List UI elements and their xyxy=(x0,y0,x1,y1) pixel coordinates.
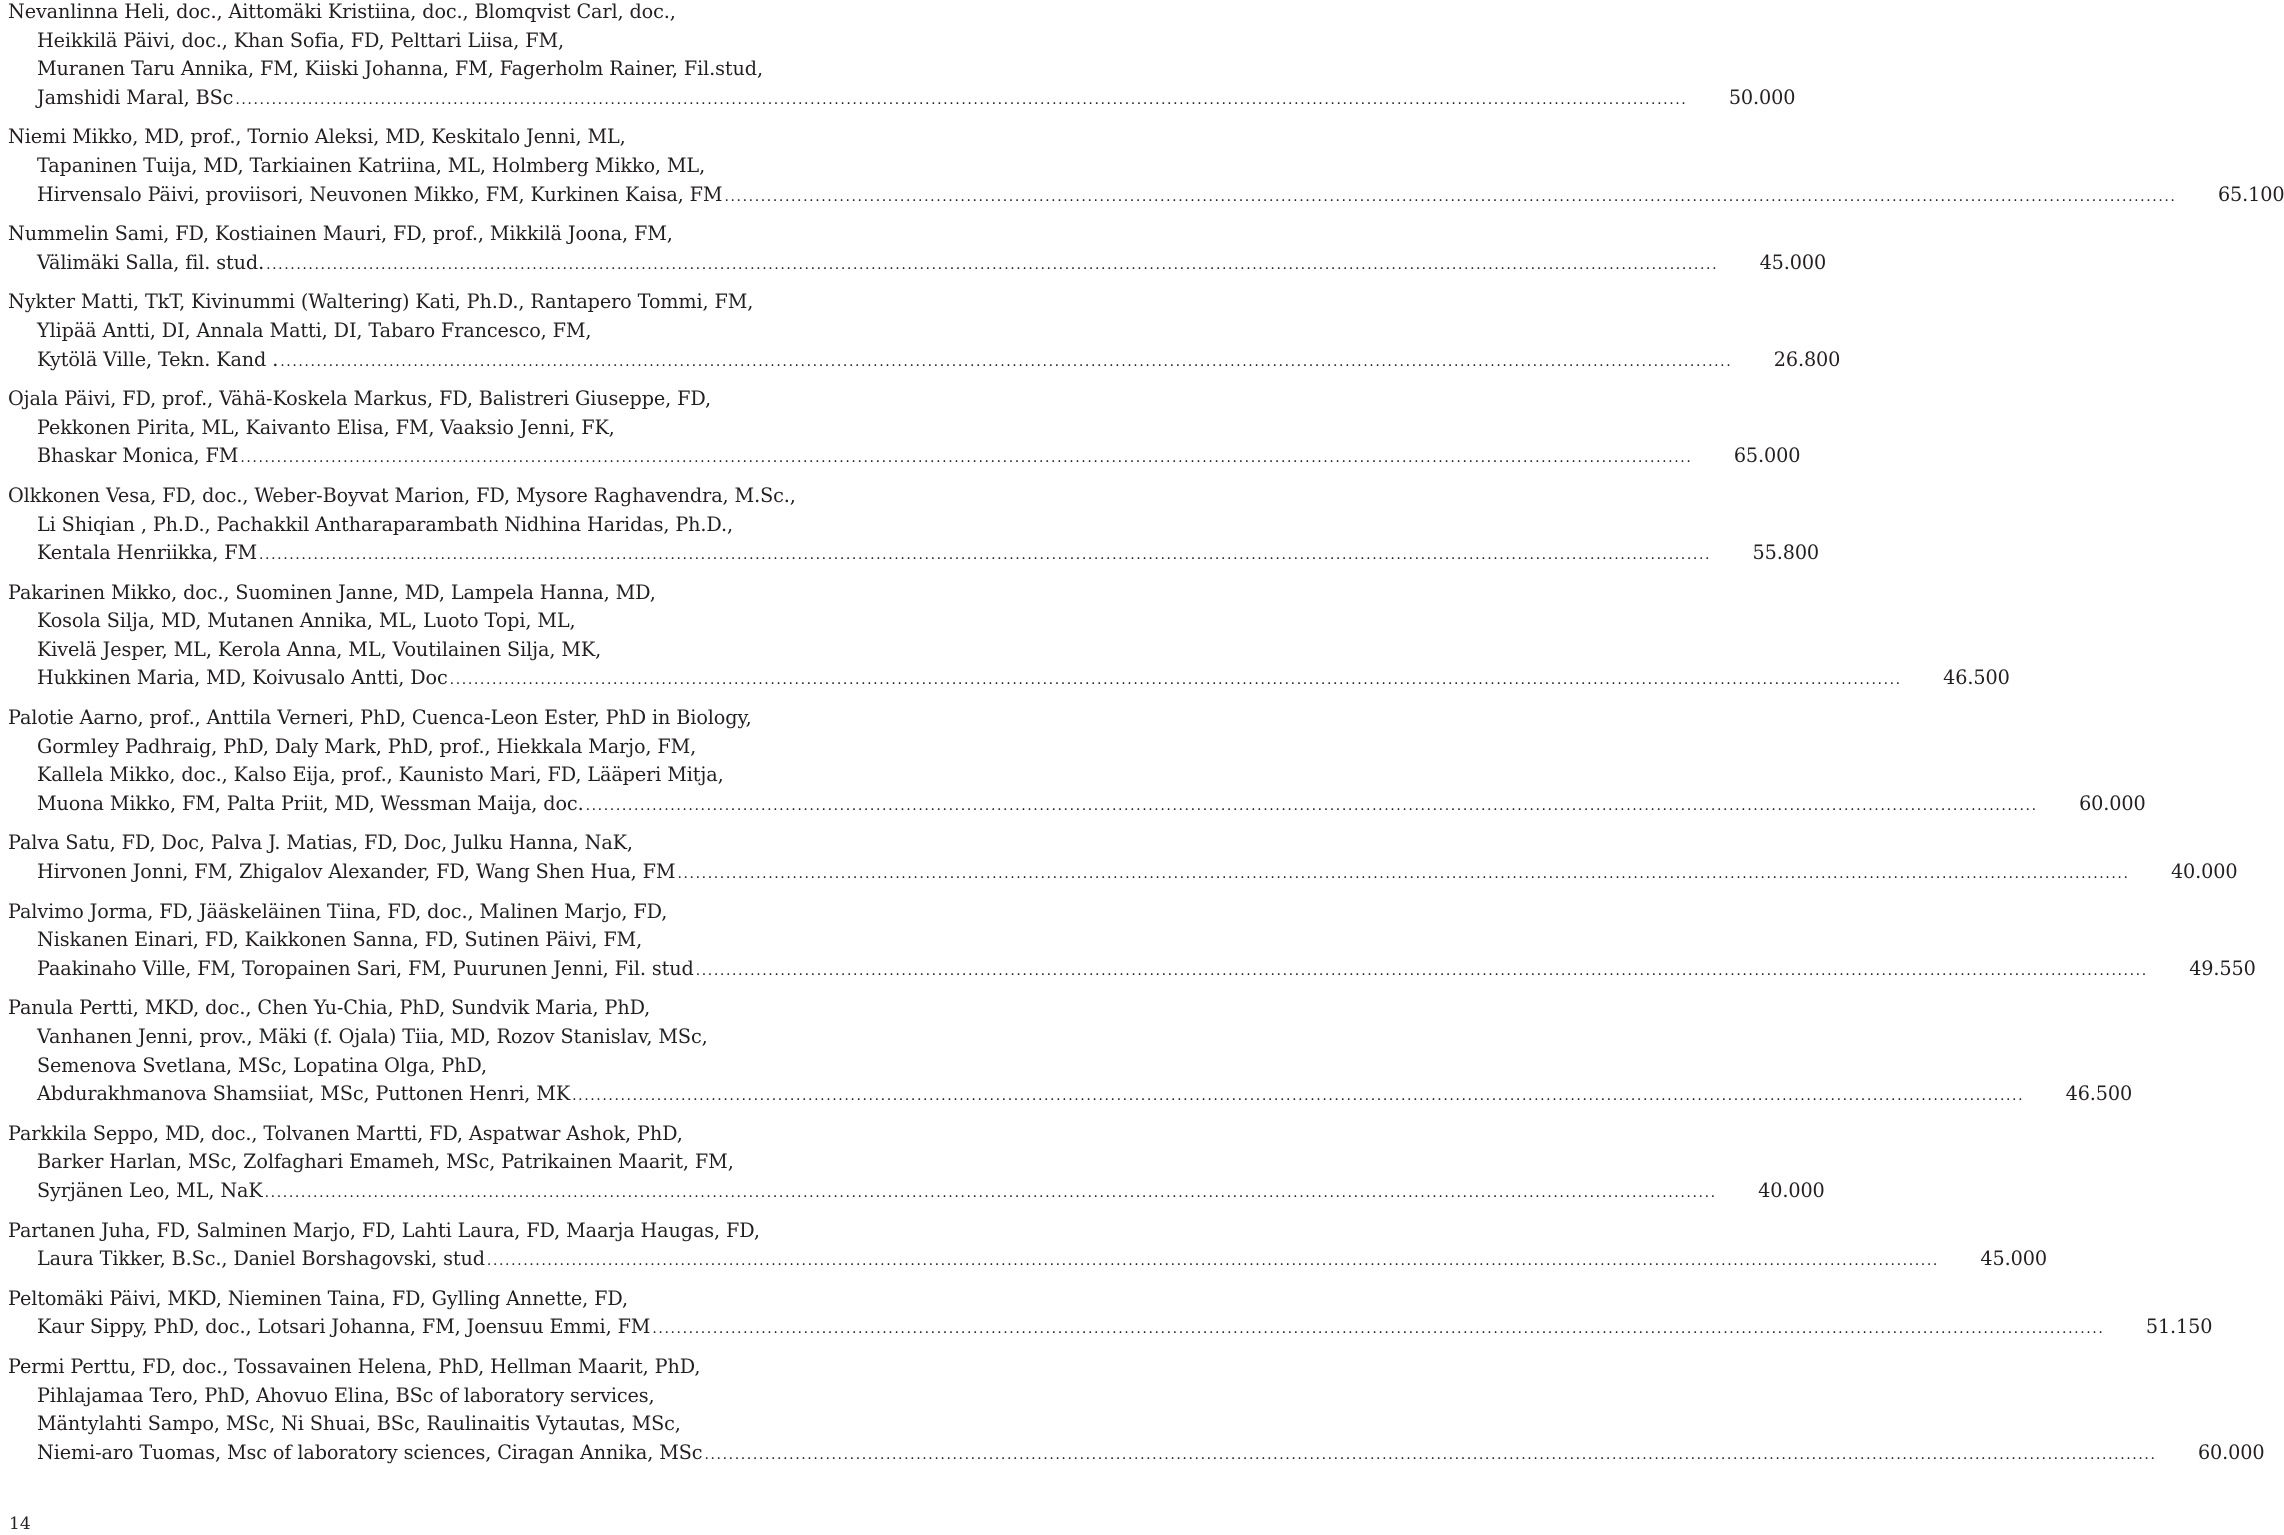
grant-entry xyxy=(8,1217,2047,1274)
entry-text: Laura Tikker, B.Sc., Daniel Borshagovski, stud xyxy=(37,1247,485,1271)
grant-entry xyxy=(8,1285,2213,1342)
grant-amount: 40.000 xyxy=(1758,1178,1825,1202)
dot-leader xyxy=(724,183,2176,212)
grant-entry xyxy=(8,898,2256,984)
grant-amount: 50.000 xyxy=(1728,85,1796,109)
entry-line xyxy=(8,123,960,152)
entry-text: Paakinaho Ville, FM, Toropainen Sari, FM, Puurunen Jenni, Fil. stud xyxy=(37,956,694,980)
grant-entry xyxy=(8,829,2238,886)
grant-amount: 40.000 xyxy=(2170,860,2238,884)
entry-text: Niemi-aro Tuomas, Msc of laboratory sciences, Ciragan Annika, MSc xyxy=(37,1440,703,1464)
entry-text: Palotie Aarno, prof., Anttila Verneri, PhD, Cuenca-Leon Ester, PhD in Biology, xyxy=(8,706,752,730)
entry-last-line xyxy=(8,1439,2265,1468)
entry-line xyxy=(8,704,960,733)
entry-text: Permi Perttu, FD, doc., Tossavainen Helena, PhD, Hellman Maarit, PhD, xyxy=(8,1354,701,1378)
dot-leader xyxy=(265,1179,1717,1208)
entry-text: Jamshidi Maral, BSc xyxy=(37,85,234,109)
grant-amount: 55.800 xyxy=(1752,541,1820,565)
grant-amount: 45.000 xyxy=(1980,1247,2047,1271)
grant-amount: 46.500 xyxy=(2065,1082,2133,1106)
dot-leader xyxy=(677,860,2129,889)
entry-text: Kosola Silja, MD, Mutanen Annika, ML, Luoto Topi, ML, xyxy=(37,609,576,633)
grant-amount: 51.150 xyxy=(2145,1315,2213,1339)
entry-text: Abdurakhmanova Shamsiiat, MSc, Puttonen Henri, MK xyxy=(37,1082,571,1106)
entry-last-line xyxy=(8,664,2010,693)
entry-text: Pakarinen Mikko, doc., Suominen Janne, MD, Lampela Hanna, MD, xyxy=(8,580,656,604)
entry-last-line xyxy=(8,1313,2213,1342)
entry-line xyxy=(8,994,960,1023)
grant-entry xyxy=(8,482,1820,568)
entry-line xyxy=(8,511,960,540)
entry-last-line xyxy=(8,790,2146,819)
entry-line xyxy=(8,636,960,665)
dot-leader xyxy=(259,541,1711,570)
entry-line xyxy=(8,482,960,511)
entry-text: Heikkilä Päivi, doc., Khan Sofia, FD, Pelttari Liisa, FM, xyxy=(37,28,565,52)
entry-text: Kaur Sippy, PhD, doc., Lotsari Johanna, FM, Joensuu Emmi, FM xyxy=(37,1315,651,1339)
grant-entry xyxy=(8,288,1841,374)
entry-text: Ylipää Antti, DI, Annala Matti, DI, Tabaro Francesco, FM, xyxy=(37,318,592,342)
entry-line xyxy=(8,414,960,443)
grant-recipients-list xyxy=(8,0,2284,1478)
dot-leader xyxy=(704,1441,2156,1470)
entry-text: Bhaskar Monica, FM xyxy=(37,444,239,468)
entry-line xyxy=(8,733,960,762)
entry-line xyxy=(8,1410,960,1439)
entry-text: Vanhanen Jenni, prov., Mäki (f. Ojala) Tiia, MD, Rozov Stanislav, MSc, xyxy=(37,1025,708,1048)
entry-last-line xyxy=(8,858,2238,887)
entry-last-line xyxy=(8,442,1801,471)
dot-leader xyxy=(586,792,2038,821)
entry-text: Mäntylahti Sampo, MSc, Ni Shuai, BSc, Raulinaitis Vytautas, MSc, xyxy=(37,1412,681,1436)
entry-text: Kallela Mikko, doc., Kalso Eija, prof., Kaunisto Mari, FD, Lääperi Mitja, xyxy=(37,763,724,787)
entry-text: Nummelin Sami, FD, Kostiainen Mauri, FD, prof., Mikkilä Joona, FM, xyxy=(8,222,673,246)
grant-entry xyxy=(8,220,1827,277)
grant-entry xyxy=(8,579,2010,693)
grant-entry xyxy=(8,385,1801,471)
entry-line xyxy=(8,1052,960,1081)
entry-text: Semenova Svetlana, MSc, Lopatina Olga, PhD, xyxy=(37,1053,488,1077)
grant-amount: 60.000 xyxy=(2079,791,2146,815)
entry-text: Niskanen Einari, FD, Kaikkonen Sanna, FD, Sutinen Päivi, FM, xyxy=(37,928,643,952)
entry-last-line xyxy=(8,181,2284,210)
entry-line xyxy=(8,0,960,27)
entry-line xyxy=(8,1382,960,1411)
entry-last-line xyxy=(8,84,1796,113)
entry-text: Hirvensalo Päivi, proviisori, Neuvonen Mikko, FM, Kurkinen Kaisa, FM xyxy=(37,182,723,206)
dot-leader xyxy=(696,957,2148,986)
entry-line xyxy=(8,1353,960,1382)
entry-text: Muranen Taru Annika, FM, Kiiski Johanna, FM, Fagerholm Rainer, Fil.stud, xyxy=(37,57,763,81)
grant-amount: 49.550 xyxy=(2189,956,2256,980)
entry-last-line xyxy=(8,1245,2047,1274)
dot-leader xyxy=(280,348,1732,377)
dot-leader xyxy=(450,666,1902,695)
grant-entry xyxy=(8,994,2133,1108)
entry-text: Barker Harlan, MSc, Zolfaghari Emameh, MSc, Patrikainen Maarit, FM, xyxy=(37,1150,734,1174)
dot-leader xyxy=(652,1315,2104,1344)
dot-leader xyxy=(572,1082,2024,1111)
entry-line xyxy=(8,1023,960,1052)
entry-last-line xyxy=(8,249,1827,278)
grant-entry xyxy=(8,0,1796,112)
grant-entry xyxy=(8,1120,1825,1206)
entry-last-line xyxy=(8,955,2256,984)
entry-text: Tapaninen Tuija, MD, Tarkiainen Katriina, ML, Holmberg Mikko, ML, xyxy=(37,153,706,177)
entry-line xyxy=(8,152,960,181)
entry-text: Pihlajamaa Tero, PhD, Ahovuo Elina, BSc of laboratory services, xyxy=(37,1383,655,1407)
grant-entry xyxy=(8,1353,2265,1467)
grant-amount: 65.000 xyxy=(1733,444,1801,468)
entry-text: Parkkila Seppo, MD, doc., Tolvanen Martti, FD, Aspatwar Ashok, PhD, xyxy=(8,1121,683,1145)
entry-text: Gormley Padhraig, PhD, Daly Mark, PhD, prof., Hiekkala Marjo, FM, xyxy=(37,734,697,758)
grant-amount: 60.000 xyxy=(2197,1440,2265,1464)
entry-last-line xyxy=(8,346,1841,375)
grant-amount: 45.000 xyxy=(1759,250,1827,274)
entry-line xyxy=(8,1120,960,1149)
entry-text: Partanen Juha, FD, Salminen Marjo, FD, Lahti Laura, FD, Maarja Haugas, FD, xyxy=(8,1218,760,1242)
entry-last-line xyxy=(8,539,1820,568)
entry-text: Palva Satu, FD, Doc, Palva J. Matias, FD, Doc, Julku Hanna, NaK, xyxy=(8,831,633,855)
entry-text: Hukkinen Maria, MD, Koivusalo Antti, Doc xyxy=(37,666,448,690)
entry-line xyxy=(8,1217,960,1246)
entry-line xyxy=(8,1285,960,1314)
entry-last-line xyxy=(8,1177,1825,1206)
entry-text: Peltomäki Päivi, MKD, Nieminen Taina, FD, Gylling Annette, FD, xyxy=(8,1286,628,1310)
entry-line xyxy=(8,1148,960,1177)
entry-line xyxy=(8,27,960,56)
entry-line xyxy=(8,220,960,249)
entry-text: Kentala Henriikka, FM xyxy=(37,541,257,565)
dot-leader xyxy=(266,251,1718,280)
entry-line xyxy=(8,288,960,317)
entry-text: Syrjänen Leo, ML, NaK xyxy=(37,1178,263,1202)
entry-text: Nykter Matti, TkT, Kivinummi (Waltering) Kati, Ph.D., Rantapero Tommi, FM, xyxy=(8,290,754,314)
entry-text: Nevanlinna Heli, doc., Aittomäki Kristiina, doc., Blomqvist Carl, doc., xyxy=(8,0,676,23)
entry-text: Kytölä Ville, Tekn. Kand . xyxy=(37,347,279,371)
entry-text: Hirvonen Jonni, FM, Zhigalov Alexander, FD, Wang Shen Hua, FM xyxy=(37,860,676,884)
entry-line xyxy=(8,55,960,84)
dot-leader xyxy=(240,444,1692,473)
grant-entry xyxy=(8,704,2146,818)
entry-line xyxy=(8,607,960,636)
entry-text: Olkkonen Vesa, FD, doc., Weber-Boyvat Marion, FD, Mysore Raghavendra, M.Sc., xyxy=(8,483,796,507)
entry-line xyxy=(8,926,960,955)
entry-line xyxy=(8,579,960,608)
entry-line xyxy=(8,385,960,414)
entry-text: Palvimo Jorma, FD, Jääskeläinen Tiina, FD, doc., Malinen Marjo, FD, xyxy=(8,899,668,923)
entry-text: Kivelä Jesper, ML, Kerola Anna, ML, Voutilainen Silja, MK, xyxy=(37,637,602,661)
entry-text: Välimäki Salla, fil. stud. xyxy=(37,250,265,274)
entry-line xyxy=(8,317,960,346)
entry-text: Li Shiqian , Ph.D., Pachakkil Antharaparambath Nidhina Haridas, Ph.D., xyxy=(37,512,734,536)
entry-text: Pekkonen Pirita, ML, Kaivanto Elisa, FM, Vaaksio Jenni, FK, xyxy=(37,415,615,439)
entry-text: Panula Pertti, MKD, doc., Chen Yu-Chia, PhD, Sundvik Maria, PhD, xyxy=(8,996,651,1020)
page-number: 14 xyxy=(9,1514,31,1534)
dot-leader xyxy=(235,86,1687,115)
entry-text: Muona Mikko, FM, Palta Priit, MD, Wessman Maija, doc. xyxy=(37,791,584,815)
grant-entry xyxy=(8,123,2284,209)
entry-line xyxy=(8,898,960,927)
grant-amount: 46.500 xyxy=(1943,666,2010,690)
dot-leader xyxy=(487,1247,1939,1276)
entry-line xyxy=(8,761,960,790)
entry-line xyxy=(8,829,960,858)
entry-text: Ojala Päivi, FD, prof., Vähä-Koskela Markus, FD, Balistreri Giuseppe, FD, xyxy=(8,387,711,411)
entry-text: Niemi Mikko, MD, prof., Tornio Aleksi, MD, Keskitalo Jenni, ML, xyxy=(8,125,626,149)
grant-amount: 26.800 xyxy=(1773,347,1841,371)
entry-last-line xyxy=(8,1080,2133,1109)
grant-amount: 65.100 xyxy=(2217,182,2284,206)
